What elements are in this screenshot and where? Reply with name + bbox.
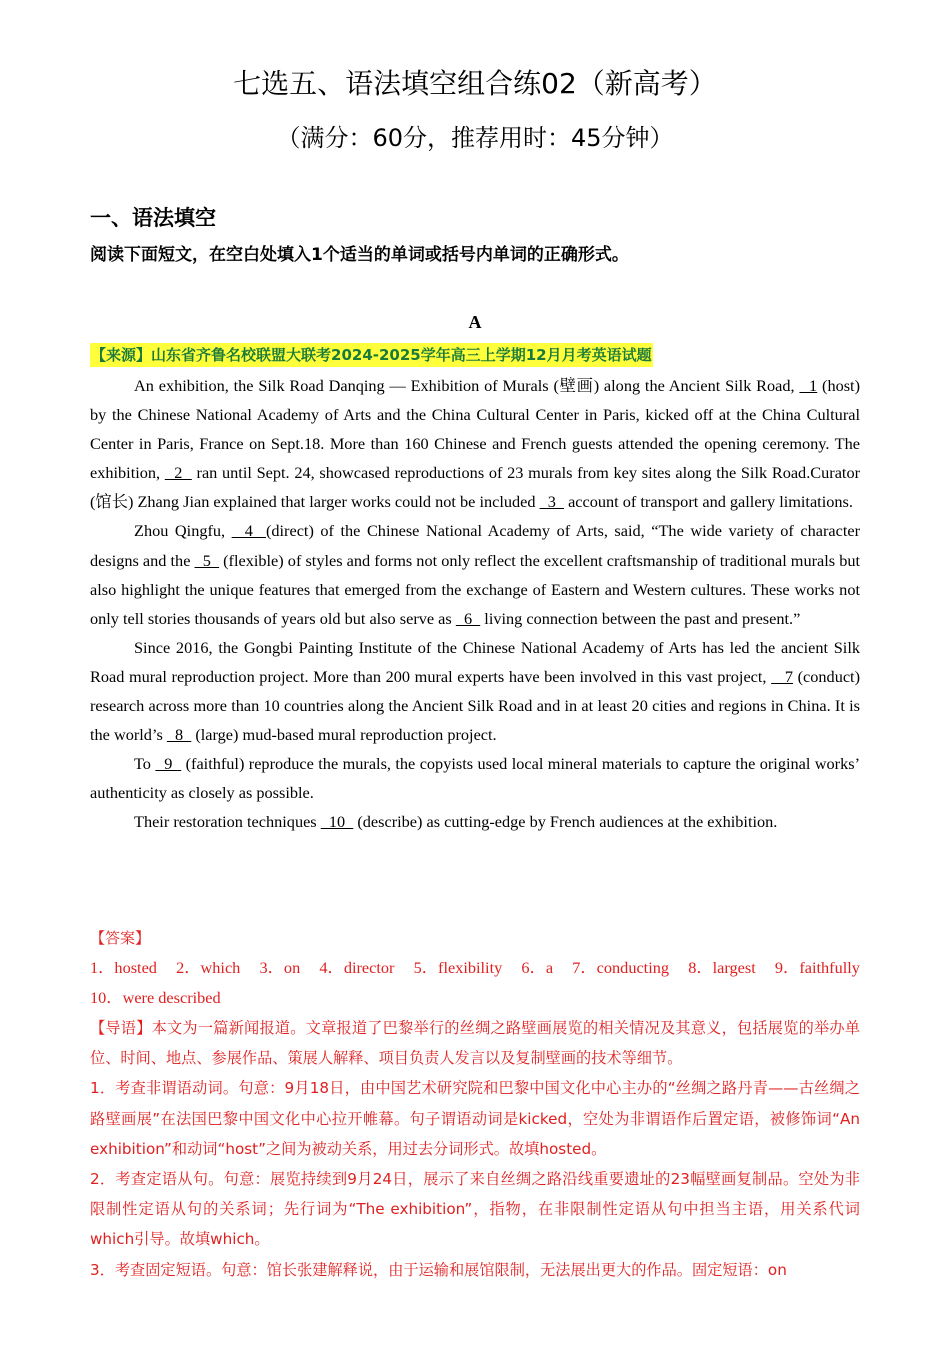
blank-9: 9 [155,754,182,774]
text: (conduct) research across more than 10 countries along the Ancient Silk Road and in at least 20 cities and regions in China. It is the world’s [90,666,861,745]
answer-item: 6．a [521,958,554,977]
answer-item: 5．flexibility [413,958,503,977]
text: (direct) of the Chinese National Academy of Arts, said, “The wide variety of character designs and the [90,521,861,570]
answer-heading: 【答案】 [90,929,151,947]
blank-10: 10 [320,812,354,832]
text: (host) by the Chinese National Academy of Arts and the China Cultural Center in Paris, kicked off at the China Cultural Center in Paris, France on Sept.18. More than 160 Chinese and French guests attended the opening ceremony. The exhibition, [90,376,861,483]
paragraph-4 [90,749,860,807]
explanation-3: 3．考查固定短语。句意：馆长张建解释说，由于运输和展馆限制，无法展出更大的作品。固定短语：on [90,1260,787,1279]
blank-1: 1 [799,376,818,395]
answer-section [90,923,860,1285]
blank-4: 4 [231,521,266,541]
paragraph-3 [90,633,860,749]
answer-item: 3．on [259,958,301,977]
blank-2: 2 [164,463,192,483]
text: living connection between the past and present.” [480,608,801,628]
answer-item: 4．director [319,958,395,977]
blank-7: 7 [771,666,794,686]
text: Their restoration techniques [134,812,321,832]
answer-item: 1．hosted [90,958,157,977]
answer-item: 9．faithfully [774,958,860,977]
blank-5: 5 [194,550,220,570]
blank-8: 8 [166,725,192,745]
answer-item-10: 10．were described [90,988,221,1007]
section-heading: 一、语法填空 [90,206,216,230]
text: (large) mud-based mural reproduction project. [191,725,497,745]
answer-item: 8．largest [688,958,756,977]
blank-3: 3 [539,492,564,512]
explanation-1: 1．考查非谓语动词。句意：9月18日，由中国艺术研究院和巴黎中国文化中心主办的“丝绸之路丹青——古丝绸之路壁画展”在法国巴黎中国文化中心拉开帷幕。句子谓语动词是kicked，空处为非谓语作后置定语，被修饰词“An exhibition”和动词“host”之间为被动关系，用过去分词形式。故填hosted。 [90,1079,860,1158]
text: (flexible) of styles and forms not only reflect the excellent craftsmanship of traditional murals but also highlight the unique features that emerged from the exchange of Eastern and Western cultures. These works not only tell stories thousands of years old but also serve as [90,550,861,628]
text: Since 2016, the Gongbi Painting Institute of the Chinese National Academy of Arts has led the ancient Silk Road mural reproduction project. More than 200 mural experts have been involved in this vast project, [90,637,860,686]
explanations [90,1013,860,1285]
answer-list [90,953,860,983]
text: ran until Sept. 24, showcased reproductions of 23 murals from key sites along the Silk Road.Curator (馆长) Zhang Jian explained that larger works could not be included [90,463,861,512]
text: (faithful) reproduce the murals, the copyists used local mineral materials to capture the original works’ authenticity as closely as possible. [90,754,861,803]
blank-6: 6 [455,608,481,628]
answer-item: 2．which [176,958,241,977]
text: An exhibition, the Silk Road Danqing — Exhibition of Murals (壁画) along the Ancient Silk Road, [134,376,800,395]
paragraph-1 [90,371,860,516]
passage-label: A [468,312,482,332]
explanation-2: 2．考查定语从句。句意：展览持续到9月24日，展示了来自丝绸之路沿线重要遗址的23幅壁画复制品。空处为非限制性定语从句的关系词；先行词为“The exhibition”，指物，在非限制性定语从句中担当主语，用关系代词which引导。故填which。 [90,1170,860,1249]
answer-item: 7．conducting [572,958,670,977]
section-instruction: 阅读下面短文，在空白处填入1个适当的单词或括号内单词的正确形式。 [90,245,629,265]
page-title: 七选五、语法填空组合练02（新高考） [233,67,717,100]
text: account of transport and gallery limitations. [564,492,853,512]
paragraph-2 [90,516,860,632]
page-subtitle: （满分：60分，推荐用时：45分钟） [276,124,674,152]
text: Zhou Qingfu, [134,521,232,541]
source-note: 【来源】山东省齐鲁名校联盟大联考2024-2025学年高三上学期12月月考英语试题 [90,343,653,367]
text: (describe) as cutting-edge by French audiences at the exhibition. [353,812,778,832]
text: To [134,754,156,774]
intro-note: 【导语】本文为一篇新闻报道。文章报道了巴黎举行的丝绸之路壁画展览的相关情况及其意义，包括展览的举办单位、时间、地点、参展作品、策展人解释、项目负责人发言以及复制壁画的技术等细节。 [90,1019,860,1068]
paragraph-5 [90,807,860,836]
passage-body [90,371,860,837]
